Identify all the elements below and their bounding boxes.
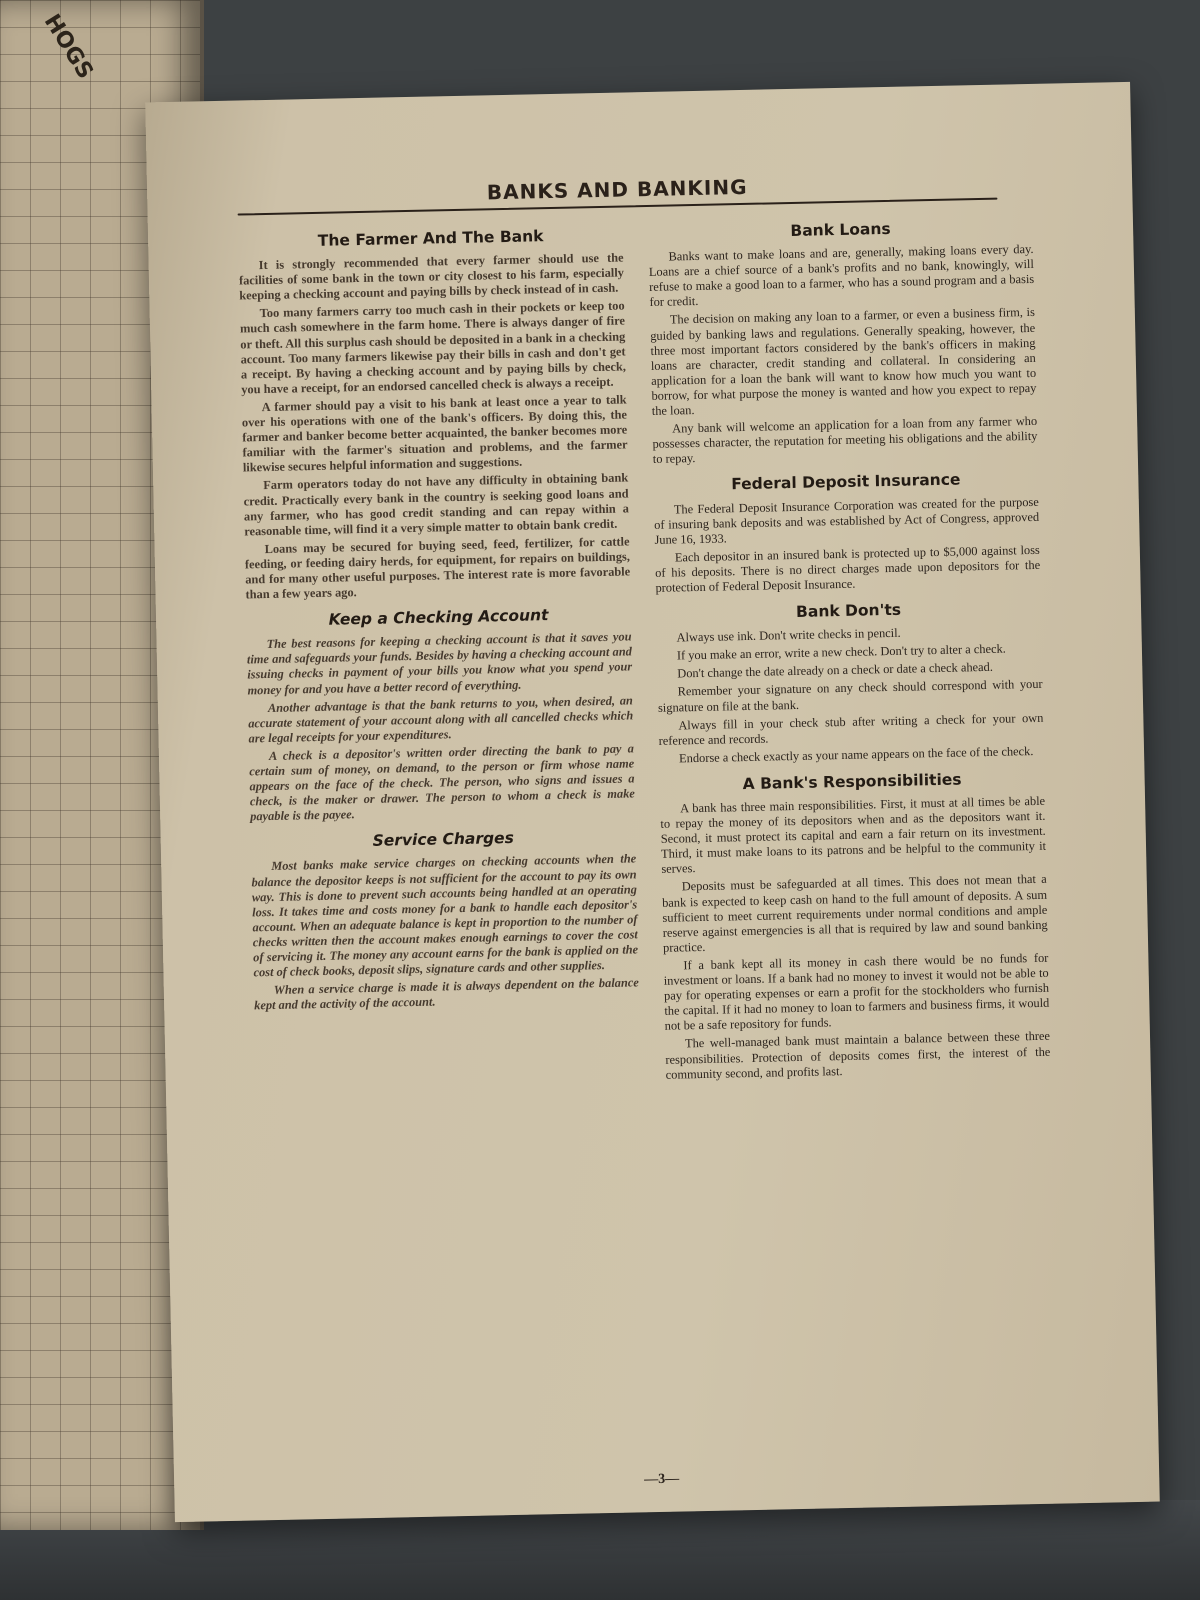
- section-paragraph: Loans may be secured for buying seed, feed, fertilizer, for cattle feeding, or feeding dairy herds, for equipment, for repairs on buildings, and for many other useful purposes. The interest rate is more favorable than a few years ago.: [244, 534, 631, 602]
- section-paragraph: Always use ink. Don't write checks in pencil.: [676, 625, 901, 645]
- section-heading: Bank Don'ts: [795, 600, 902, 622]
- article-section: [648, 219, 1038, 467]
- right-column: [648, 209, 1051, 1095]
- section-paragraph: Each depositor in an insured bank is protected up to $5,000 against loss of his deposits. There is no direct charges made upon depositors for the protection of Federal Deposit Insurance.: [655, 542, 1041, 595]
- article-section: [246, 607, 635, 825]
- section-heading: The Farmer And The Bank: [317, 227, 544, 250]
- article-section: [238, 227, 631, 602]
- section-paragraph: If a bank kept all its money in cash there would be no funds for investment or loans. If a bank had no money to invest it would not be able to pay for operating expenses or earn a profit for the stockholders who furnish the capital. If it had no money to loan to farmers and business firms, it would not be a safe repository for funds.: [663, 950, 1050, 1034]
- section-paragraph: The well-managed bank must maintain a balance between these three responsibilities. Protection of deposits comes first, the interest of the community second, and profits last.: [665, 1029, 1051, 1082]
- section-paragraph: Endorse a check exactly as your name appears on the face of the check.: [678, 743, 1034, 766]
- section-paragraph: It is strongly recommended that every farmer should use the facilities of some bank in the town or city closest to his farm, especially keeping a checking account and paying bills by check instead of in cash.: [238, 250, 625, 303]
- section-paragraph: If you make an error, write a new check. Don't try to alter a check.: [676, 641, 1006, 663]
- section-heading: Bank Loans: [790, 219, 891, 240]
- section-paragraph: A farmer should pay a visit to his bank at least once a year to talk over his operations with one of the bank's officers. By doing this, the farmer and banker become better acquainted, the banker becomes more familiar with the farmer's situation and problems, and the farmer likewise secures helpful information and suggestions.: [241, 392, 628, 475]
- article-section: [251, 829, 640, 1014]
- section-heading: A Bank's Responsibilities: [742, 770, 962, 794]
- ledger-corner-title: HOGS: [38, 10, 98, 84]
- section-paragraph: Another advantage is that the bank returns to you, when desired, an accurate statement of your account along with all cancelled checks which are legal receipts for your expenditures.: [248, 693, 634, 746]
- section-heading: Federal Deposit Insurance: [731, 470, 961, 494]
- section-paragraph: Deposits must be safeguarded at all times. This does not mean that a bank is expected to keep cash on hand to the full amount of deposits. A sum sufficient to meet current requirements under normal conditions and ample reserve against emergencies is all that is required by law and sound banking practice.: [661, 872, 1048, 955]
- section-paragraph: Remember your signature on any check should correspond with your signature on file at the bank.: [657, 677, 1043, 715]
- section-paragraph: Don't change the date already on a check or date a check ahead.: [677, 660, 994, 681]
- section-paragraph: Most banks make service charges on checking accounts when the balance the depositor keeps is not sufficient for the account to pay its own way. This is done to prevent such accounts being handled at an operating loss. It takes time and costs money for a bank to handle each depositor's account. When an adequate balance is kept in proportion to the number of checks written then the account makes enough earnings to cover the cost of servicing it. The money any account earns for the bank is applied on the cost of check books, deposit slips, signature cards and other supplies.: [251, 851, 639, 980]
- left-column: [238, 217, 640, 1025]
- section-paragraph: The best reasons for keeping a checking account is that it saves you time and safeguards your funds. Besides by having a checking account and issuing checks in payment of your bills you know what you spend your money for and you have a better record of everything.: [246, 629, 633, 697]
- page-title: BANKS AND BANKING: [486, 174, 748, 205]
- page-header: [237, 170, 997, 216]
- document-page: [145, 82, 1160, 1522]
- section-paragraph: Always fill in your check stub after writing a check for your own reference and records.: [658, 710, 1044, 748]
- section-paragraph: Any bank will welcome an application for a loan from any farmer who possesses character, the reputation for meeting his obligations and the ability to repay.: [652, 413, 1038, 467]
- section-heading: Service Charges: [372, 829, 515, 851]
- section-paragraph: Farm operators today do not have any difficulty in obtaining bank credit. Practically every bank in the country is seeking good loans and any farmer, who has good credit standing and can repay within a reasonable time, will find it a very simple matter to obtain bank credit.: [243, 470, 629, 539]
- article-section: [656, 600, 1044, 767]
- section-heading: Keep a Checking Account: [328, 606, 549, 629]
- page-number: —3—: [644, 1471, 680, 1488]
- article-section: [660, 771, 1051, 1083]
- section-paragraph: When a service charge is made it is always dependent on the balance kept and the activity of the account.: [254, 975, 639, 1013]
- section-paragraph: A bank has three main responsibilities. First, it must at all times be able to repay the money of its depositors when and as the depositors want it. Second, it must protect its capital and earn a fair return on its investment. Third, it must make loans to its patrons and be helpful to the community it serves.: [660, 793, 1047, 877]
- section-paragraph: The decision on making any loan to a farmer, or even a business firm, is guided by banking laws and regulations. Generally speaking, however, the three most important factors considered by the bank's officers in making loans are character, credit standing and collateral. In considering an application for a loan the bank will want to know how much you want to borrow, for what purpose the money is wanted and how you expect to repay the loan.: [650, 305, 1037, 418]
- section-paragraph: Too many farmers carry too much cash in their pockets or keep too much cash somewhere in the farm home. There is always danger of fire or theft. All this surplus cash should be deposited in a bank in a checking account. Too many farmers likewise pay their bills in cash and don't get a receipt. By having a checking account and by paying bills by check, you have a receipt, for an endorsed cancelled check is always a receipt.: [239, 298, 627, 397]
- article-section: [653, 471, 1040, 596]
- section-paragraph: The Federal Deposit Insurance Corporation was created for the purpose of insuring bank deposits and was established by Act of Congress, approved June 16, 1933.: [654, 494, 1040, 547]
- section-paragraph: A check is a depositor's written order directing the bank to pay a certain sum of money, on demand, to the person or firm whose name appears on the face of the check. The person, who signs and issues a check, is the maker or drawer. The person to whom a check is make payable is the payee.: [249, 741, 635, 824]
- section-paragraph: Banks want to make loans and are, generally, making loans every day. Loans are a chief source of a bank's profits and no bank, knowingly, will refuse to make a good loan to a farmer, who has a sound program and a basis for credit.: [648, 241, 1035, 310]
